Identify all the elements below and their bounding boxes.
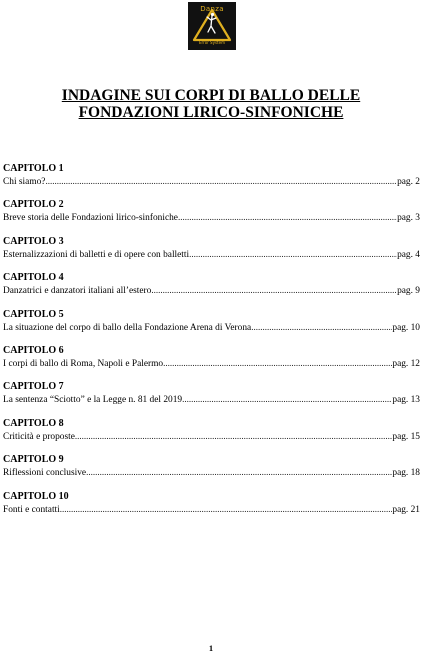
toc-chapter (3, 236, 420, 272)
dot-leader (75, 430, 393, 442)
toc-chapter (3, 345, 420, 381)
dot-leader (189, 248, 397, 260)
entry-page: pag. 2 (397, 177, 420, 187)
toc-entry[interactable] (3, 503, 420, 516)
toc-entry[interactable] (3, 357, 420, 370)
toc-entry[interactable] (3, 284, 420, 297)
toc-entry[interactable] (3, 430, 420, 443)
table-of-contents (3, 163, 420, 527)
toc-entry[interactable] (3, 211, 420, 224)
toc-chapter (3, 491, 420, 527)
chapter-heading: CAPITOLO 9 (3, 454, 64, 466)
toc-entry[interactable] (3, 175, 420, 188)
document-title (0, 87, 422, 121)
danza-logo (188, 2, 236, 50)
entry-page: pag. 3 (397, 213, 420, 224)
dot-leader (151, 284, 397, 296)
entry-page: pag. 15 (392, 431, 420, 442)
entry-page: pag. 10 (392, 322, 420, 333)
chapter-heading: CAPITOLO 7 (3, 381, 64, 393)
logo-bottom-text: Error System (199, 40, 225, 45)
entry-title: Breve storia delle Fondazioni lirico-sinfoniche (3, 213, 178, 224)
toc-entry[interactable] (3, 393, 420, 406)
entry-page: pag. 9 (397, 286, 420, 297)
entry-title: La situazione del corpo di ballo della Fondazione Arena di Verona (3, 322, 252, 333)
entry-page: pag. 21 (392, 504, 420, 515)
dot-leader (60, 503, 393, 515)
entry-page: pag. 13 (392, 395, 420, 406)
dot-leader (163, 357, 392, 369)
entry-title: Criticità e proposte (3, 431, 75, 442)
toc-chapter (3, 381, 420, 417)
logo-top-text: Danza (200, 5, 224, 13)
entry-title: Esternalizzazioni di balletti e di opere con balletti (3, 249, 190, 260)
dot-leader (45, 175, 397, 187)
chapter-heading: CAPITOLO 10 (3, 490, 69, 502)
entry-title: Fonti e contatti (3, 504, 60, 515)
toc-chapter (3, 163, 420, 199)
chapter-heading: CAPITOLO 1 (3, 163, 64, 174)
entry-title: I corpi di ballo di Roma, Napoli e Palermo (3, 358, 164, 369)
chapter-heading: CAPITOLO 6 (3, 344, 64, 356)
chapter-heading: CAPITOLO 2 (3, 199, 64, 211)
entry-title: Riflessioni conclusive (3, 468, 87, 479)
toc-chapter (3, 454, 420, 490)
page-number: 1 (208, 643, 214, 653)
toc-entry[interactable] (3, 248, 420, 261)
entry-page: pag. 12 (392, 358, 420, 369)
toc-chapter (3, 418, 420, 454)
entry-page: pag. 4 (397, 249, 420, 260)
toc-chapter (3, 199, 420, 235)
entry-page: pag. 18 (392, 468, 420, 479)
entry-title: Danzatrici e danzatori italiani all’estero (3, 286, 152, 297)
toc-entry[interactable] (3, 321, 420, 334)
chapter-heading: CAPITOLO 8 (3, 417, 64, 429)
toc-chapter (3, 272, 420, 308)
dot-leader (86, 466, 392, 478)
toc-chapter (3, 309, 420, 345)
toc-entry[interactable] (3, 466, 420, 479)
title-line-1: INDAGINE SUI CORPI DI BALLO DELLE (61, 87, 361, 104)
chapter-heading: CAPITOLO 3 (3, 235, 64, 247)
chapter-heading: CAPITOLO 4 (3, 272, 64, 284)
dot-leader (251, 321, 392, 333)
title-line-2: FONDAZIONI LIRICO-SINFONICHE (78, 104, 344, 121)
dot-leader (178, 211, 397, 223)
chapter-heading: CAPITOLO 5 (3, 308, 64, 320)
dot-leader (182, 393, 392, 405)
entry-title: Chi siamo? (3, 177, 46, 187)
entry-title: La sentenza “Sciotto” e la Legge n. 81 del 2019 (3, 395, 183, 406)
